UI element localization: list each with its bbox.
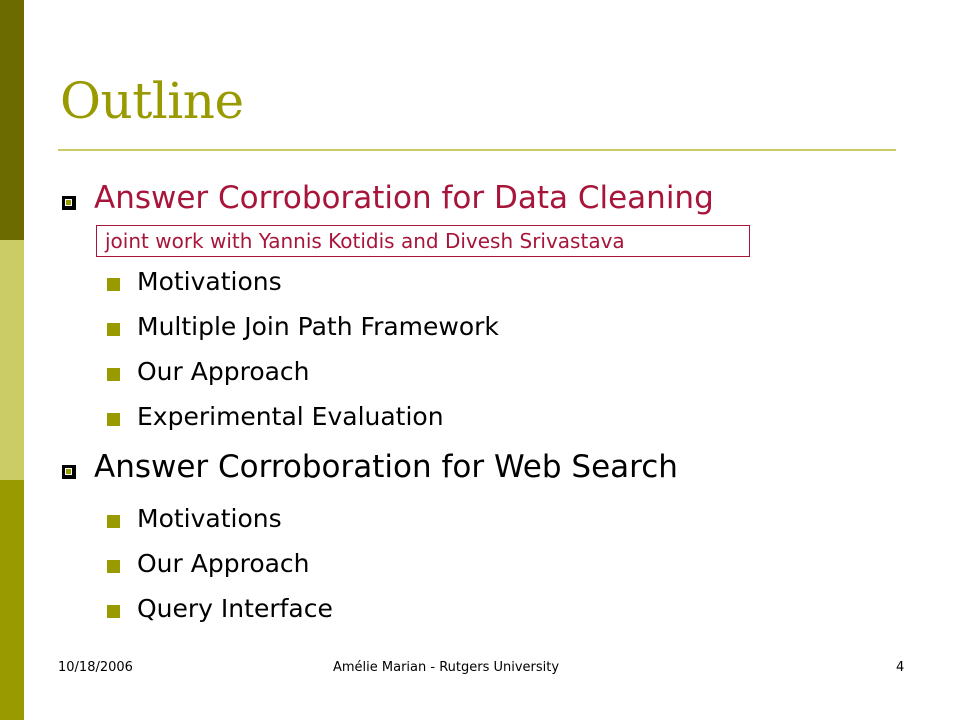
section-label: Answer Corroboration for Data Cleaning: [94, 180, 714, 216]
joint-work-note: joint work with Yannis Kotidis and Divesh Srivastava: [96, 225, 750, 257]
square-bullet-icon: [62, 196, 76, 210]
list-item-label: Our Approach: [137, 549, 310, 578]
left-stripe-light: [0, 240, 24, 480]
left-stripe-dark: [0, 0, 24, 240]
footer-date: 10/18/2006: [58, 660, 133, 675]
left-stripe-mid: [0, 480, 24, 720]
bullet-icon: [107, 515, 120, 528]
bullet-icon: [107, 323, 120, 336]
list-item-label: Experimental Evaluation: [137, 402, 444, 431]
list-item-label: Motivations: [137, 504, 282, 533]
bullet-icon: [107, 560, 120, 573]
list-item-label: Our Approach: [137, 357, 310, 386]
page-number: 4: [896, 660, 905, 675]
footer-author: Amélie Marian - Rutgers University: [333, 660, 560, 675]
list-item-label: Query Interface: [137, 594, 333, 623]
list-item-label: Multiple Join Path Framework: [137, 312, 499, 341]
section-label: Answer Corroboration for Web Search: [94, 449, 678, 485]
square-bullet-icon: [62, 465, 76, 479]
bullet-icon: [107, 413, 120, 426]
title-divider: [58, 149, 896, 151]
list-item-label: Motivations: [137, 267, 282, 296]
slide-title: Outline: [60, 72, 244, 130]
bullet-icon: [107, 368, 120, 381]
bullet-icon: [107, 605, 120, 618]
bullet-icon: [107, 278, 120, 291]
